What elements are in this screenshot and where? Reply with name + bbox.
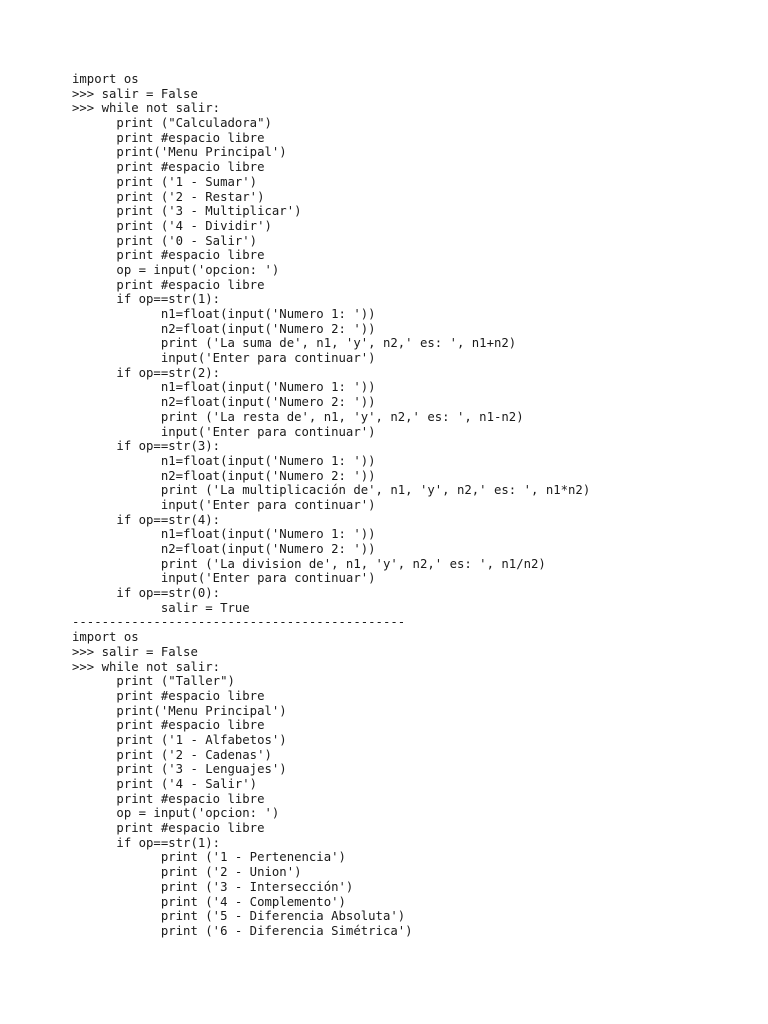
code-line: input('Enter para continuar') [72,497,376,512]
code-line: print ('La division de', n1, 'y', n2,' es: ', n1/n2) [72,556,546,571]
code-line: print ('1 - Pertenencia') [72,850,346,865]
code-line: if op==str(2): [72,365,221,380]
code-line: n2=float(input('Numero 2: ')) [72,321,376,336]
code-line: n2=float(input('Numero 2: ')) [72,468,376,483]
code-line: import os [72,630,139,645]
code-line: op = input('opcion: ') [72,806,280,821]
code-line: print ('3 - Multiplicar') [72,204,302,219]
code-line: print #espacio libre [72,791,265,806]
code-line: input('Enter para continuar') [72,571,376,586]
code-line: print('Menu Principal') [72,703,287,718]
code-line: input('Enter para continuar') [72,424,376,439]
code-line: print #espacio libre [72,248,265,263]
code-line: print ('La multiplicación de', n1, 'y', n2,' es: ', n1*n2) [72,483,591,498]
code-line: import os [72,72,139,86]
code-line: n1=float(input('Numero 1: ')) [72,380,376,395]
code-line: print ('3 - Lenguajes') [72,762,287,777]
code-line: print ('La suma de', n1, 'y', n2,' es: ', n1+n2) [72,336,517,351]
code-line: if op==str(1): [72,835,221,850]
code-line: print ("Taller") [72,674,235,689]
code-line: print ('5 - Diferencia Absoluta') [72,909,406,924]
code-line: n2=float(input('Numero 2: ')) [72,395,376,410]
code-line: print ('2 - Restar') [72,189,265,204]
code-line: print #espacio libre [72,130,265,145]
code-line: print ('0 - Salir') [72,233,258,248]
code-listing [72,72,590,939]
code-line: print #espacio libre [72,160,265,175]
code-line: >>> while not salir: [72,101,221,116]
code-line: if op==str(4): [72,512,221,527]
code-line: print ('4 - Salir') [72,777,258,791]
code-line: print('Menu Principal') [72,145,287,160]
code-line: print ('La resta de', n1, 'y', n2,' es: ', n1-n2) [72,409,524,424]
code-line: print #espacio libre [72,277,265,292]
code-line: >>> salir = False [72,86,198,101]
code-line: print ('4 - Dividir') [72,218,272,233]
code-line: n1=float(input('Numero 1: ')) [72,527,376,542]
code-line: op = input('opcion: ') [72,262,280,277]
code-line: print ('2 - Union') [72,865,302,880]
code-line: print ('6 - Diferencia Simétrica') [72,923,413,938]
code-line: salir = True [72,600,250,615]
code-line: print ('3 - Intersección') [72,879,354,894]
code-line: n2=float(input('Numero 2: ')) [72,542,376,556]
code-line: print #espacio libre [72,718,265,733]
code-line: print #espacio libre [72,821,265,836]
code-line: print #espacio libre [72,688,265,703]
code-line: --------------------------------------------- [72,615,406,630]
code-line: print ('2 - Cadenas') [72,747,272,762]
code-line: if op==str(1): [72,292,221,307]
code-line: print ('1 - Alfabetos') [72,732,287,747]
code-line: n1=float(input('Numero 1: ')) [72,453,376,468]
code-line: if op==str(0): [72,586,221,601]
code-line: >>> while not salir: [72,659,221,674]
code-line: print ("Calculadora") [72,116,272,131]
code-line: if op==str(3): [72,439,221,454]
code-line: input('Enter para continuar') [72,351,376,366]
code-line: >>> salir = False [72,644,198,659]
code-line: print ('4 - Complemento') [72,894,346,909]
code-line: n1=float(input('Numero 1: ')) [72,307,376,321]
code-line: print ('1 - Sumar') [72,174,258,189]
